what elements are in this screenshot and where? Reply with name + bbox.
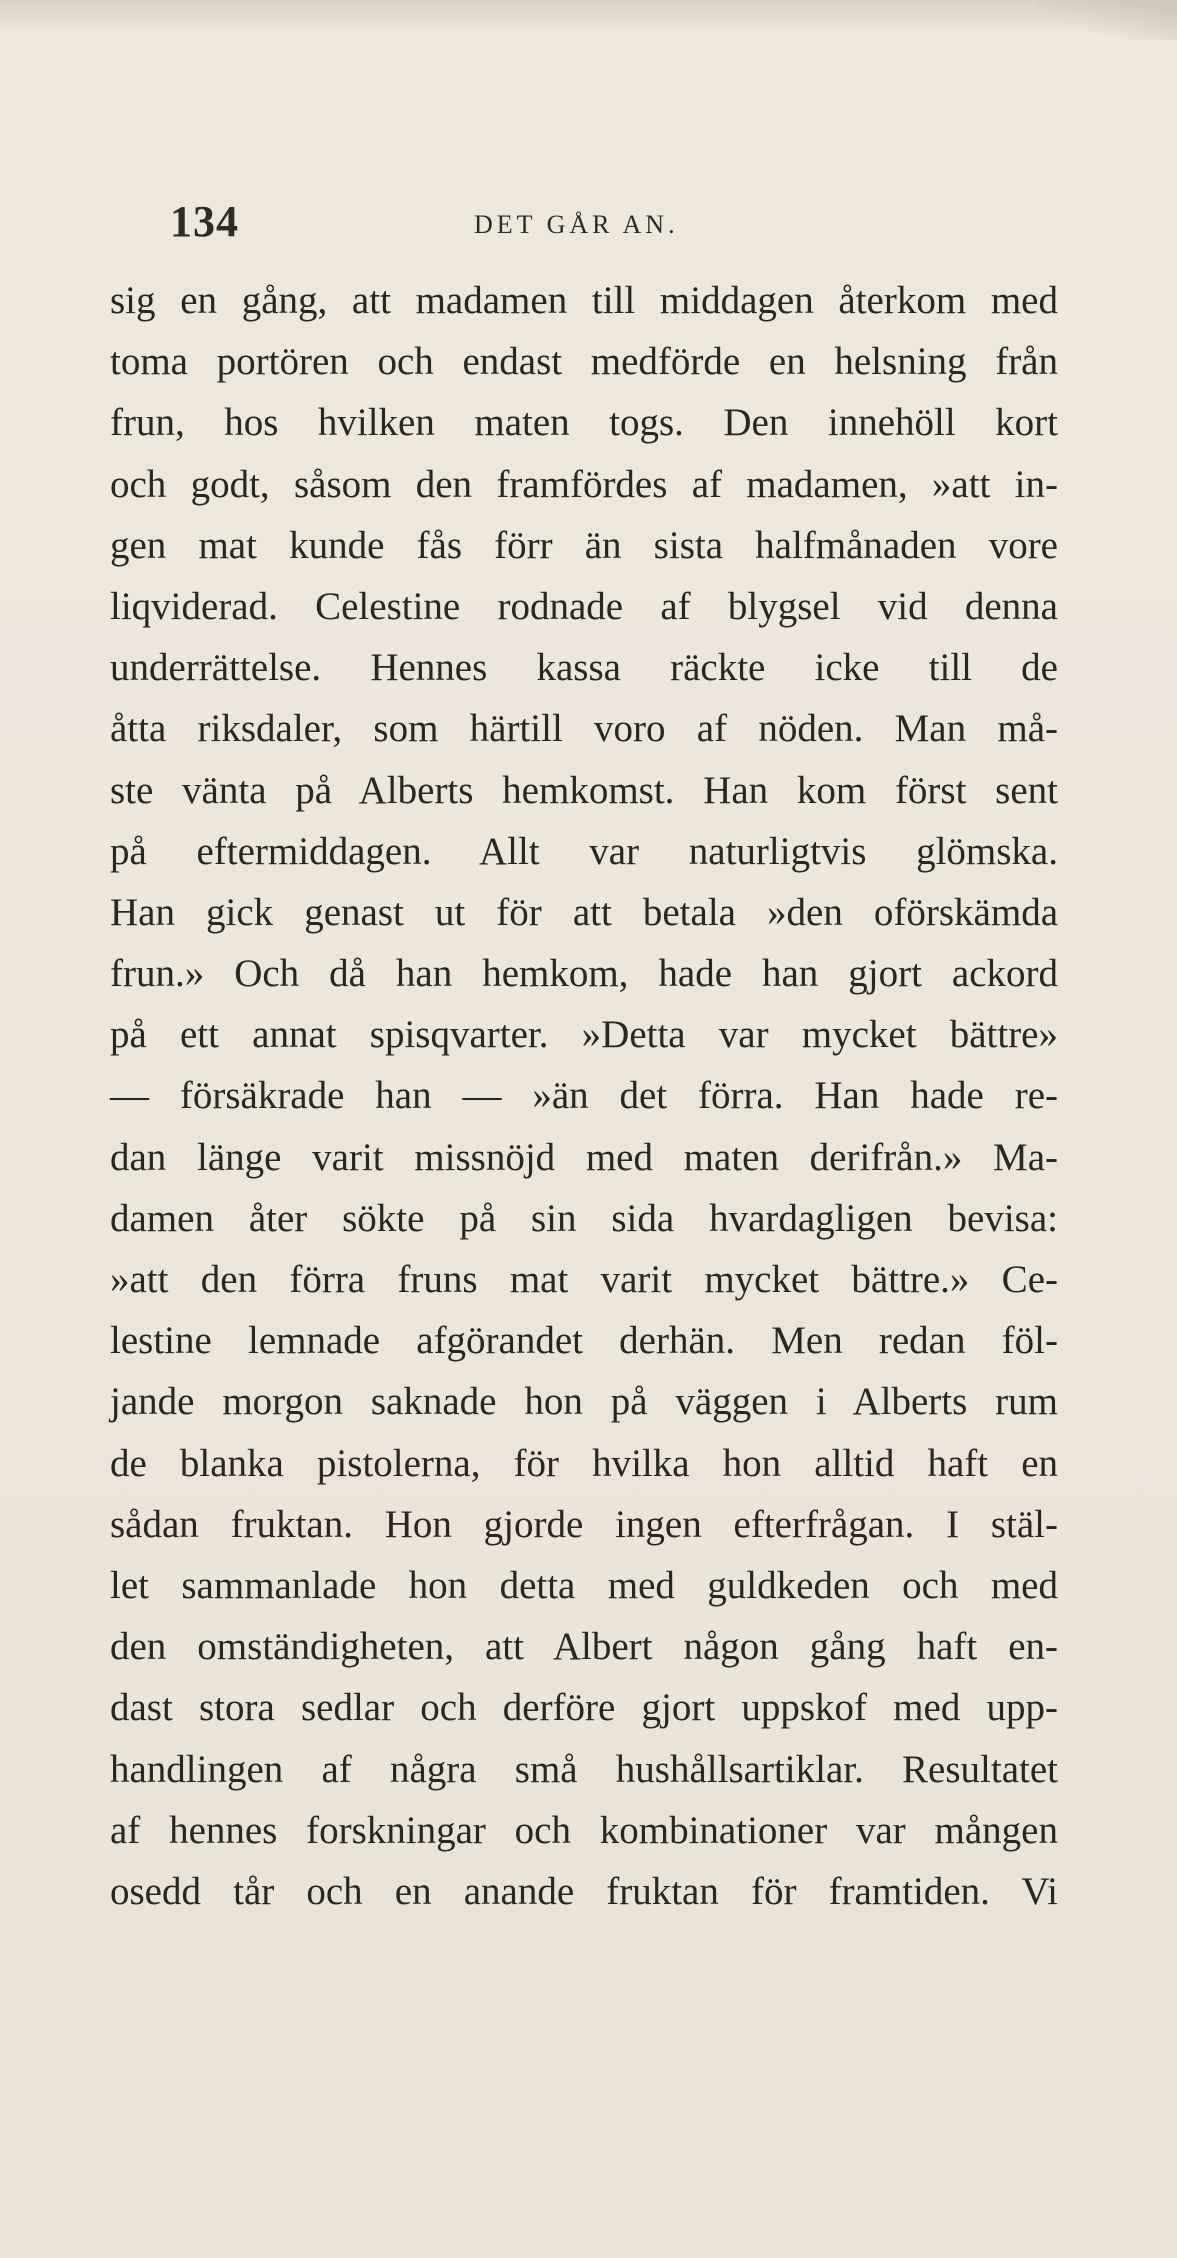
- text-line: — försäkrade han — »än det förra. Han hade re-: [110, 1074, 1058, 1118]
- page-top-edge: [0, 0, 1177, 36]
- text-line: frun.» Och då han hemkom, hade han gjort ackord: [110, 952, 1058, 996]
- text-line: de blanka pistolerna, för hvilka hon alltid haft en: [110, 1441, 1058, 1485]
- text-line: »att den förra fruns mat varit mycket bättre.» Ce-: [110, 1258, 1058, 1301]
- text-line: liqviderad. Celestine rodnade af blygsel vid denna: [110, 584, 1058, 628]
- page-corner-shadow: [1037, 0, 1177, 40]
- text-line: sig en gång, att madamen till middagen återkom med: [110, 279, 1058, 322]
- text-line: Han gick genast ut för att betala »den oförskämda: [110, 890, 1058, 934]
- text-line: och godt, såsom den framfördes af madamen, »att in-: [110, 462, 1058, 506]
- text-line: den omständigheten, att Albert någon gång haft en-: [110, 1625, 1058, 1669]
- body-text: [110, 270, 1058, 1922]
- text-line: åtta riksdaler, som härtill voro af nöden. Man må-: [110, 707, 1058, 751]
- text-line: damen åter sökte på sin sida hvardagligen bevisa:: [110, 1196, 1058, 1240]
- text-line: handlingen af några små hushållsartiklar. Resultatet: [110, 1747, 1058, 1791]
- text-line: gen mat kunde fås förr än sista halfmånaden vore: [110, 523, 1058, 567]
- text-line: toma portören och endast medförde en helsning från: [110, 340, 1058, 384]
- text-line: på ett annat spisqvarter. »Detta var mycket bättre»: [110, 1013, 1058, 1057]
- text-line: osedd tår och en anande fruktan för framtiden. Vi: [110, 1869, 1058, 1913]
- text-line: frun, hos hvilken maten togs. Den innehöll kort: [110, 401, 1058, 445]
- text-line: ste vänta på Alberts hemkomst. Han kom först sent: [110, 768, 1058, 812]
- text-line: lestine lemnade afgörandet derhän. Men redan föl-: [110, 1319, 1058, 1363]
- text-line: dast stora sedlar och derföre gjort uppskof med upp-: [110, 1686, 1058, 1730]
- page-header: [170, 196, 1050, 246]
- page-number: 134: [170, 197, 239, 246]
- text-line: dan länge varit missnöjd med maten derifrån.» Ma-: [110, 1135, 1058, 1179]
- text-line: let sammanlade hon detta med guldkeden och med: [110, 1563, 1058, 1607]
- text-line: på eftermiddagen. Allt var naturligtvis glömska.: [110, 829, 1058, 873]
- text-line: af hennes forskningar och kombinationer var mången: [110, 1808, 1058, 1852]
- text-line: jande morgon saknade hon på väggen i Alberts rum: [110, 1380, 1058, 1424]
- text-line: sådan fruktan. Hon gjorde ingen efterfrågan. I stäl-: [110, 1502, 1058, 1546]
- text-line: underrättelse. Hennes kassa räckte icke till de: [110, 646, 1058, 690]
- running-head: DET GÅR AN.: [474, 210, 679, 239]
